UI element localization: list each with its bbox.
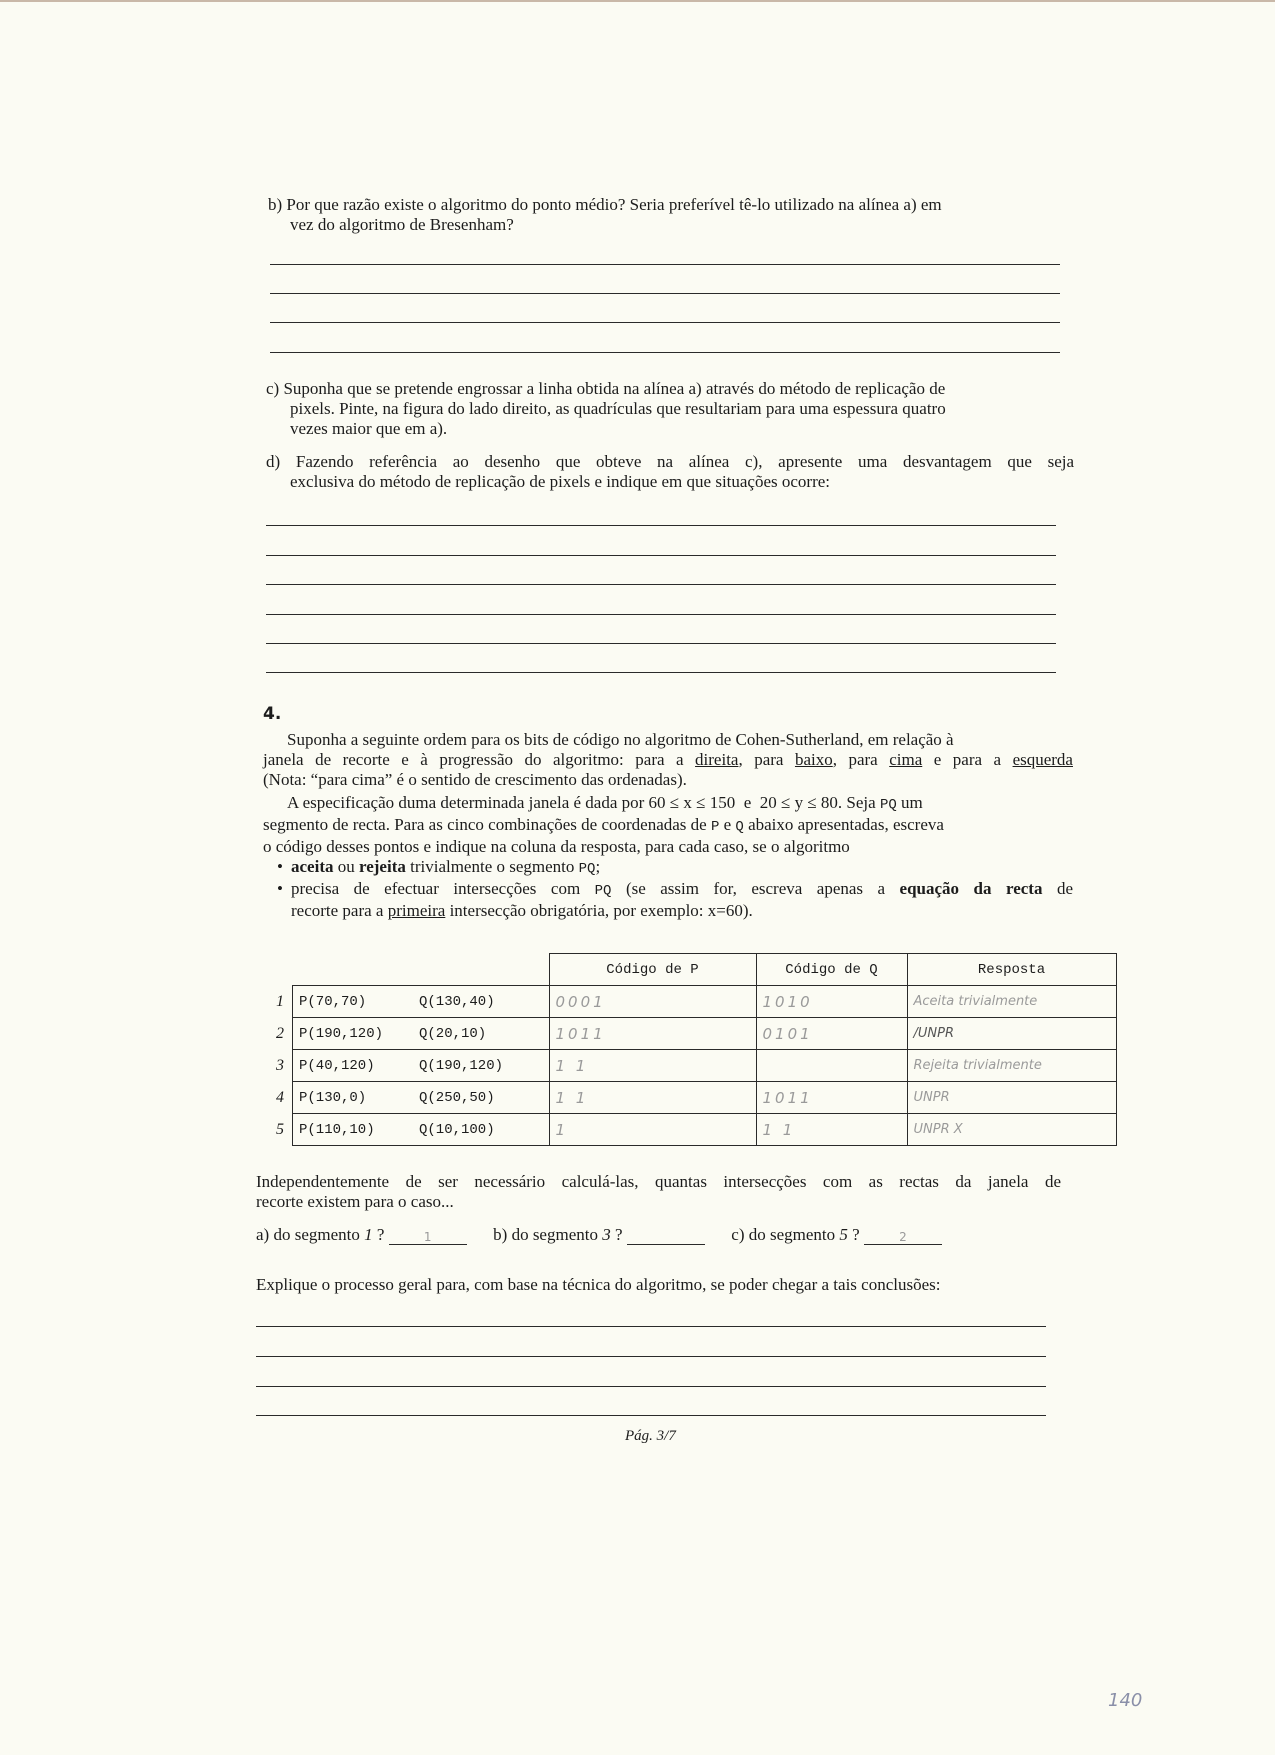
- header-answer: Resposta: [907, 954, 1116, 986]
- answer-line-d-1[interactable]: [266, 525, 1056, 526]
- answer-input[interactable]: Rejeita trivialmente: [907, 1050, 1116, 1082]
- header-code-p: Código de P: [549, 954, 756, 986]
- answer-line-d-3[interactable]: [266, 584, 1056, 585]
- answer-input[interactable]: UNPR: [907, 1082, 1116, 1114]
- segment-b-number: 3: [602, 1225, 611, 1244]
- answer-line-b-1[interactable]: [270, 264, 1060, 265]
- scan-edge: [0, 0, 1275, 2]
- intersections-answers: [256, 1225, 1076, 1245]
- point-p-value: P(130,0): [299, 1089, 367, 1106]
- bullet-2-primeira: primeira: [387, 901, 446, 920]
- table-row: [268, 1050, 1116, 1082]
- segment-a-q: ?: [372, 1225, 385, 1244]
- answer-line-d-2[interactable]: [266, 555, 1056, 556]
- segment-pq: PQ: [594, 883, 612, 899]
- answer-line-b-3[interactable]: [270, 322, 1060, 323]
- question-d-label: d): [266, 452, 281, 471]
- bullet-2-a: precisa de efectuar intersecções com: [291, 879, 595, 898]
- question-4-intro: [263, 730, 1073, 921]
- spec-text-1b: . Seja: [837, 793, 880, 812]
- point-q-value: Q(20,10): [419, 1025, 487, 1042]
- segment-pq: PQ: [578, 861, 596, 877]
- question-d-text-1: Fazendo referência ao desenho que obteve na alínea c), apresente uma desvantagem que seja: [295, 452, 1075, 471]
- bullet-icon: •: [277, 857, 283, 876]
- answer-line-explain-1[interactable]: [256, 1326, 1046, 1327]
- bullet-2-e: intersecção obrigatória, por exemplo: x=60).: [445, 901, 753, 920]
- point-q-value: Q(10,100): [419, 1121, 495, 1138]
- segment-b-answer[interactable]: [627, 1226, 705, 1245]
- question-d-text-2: exclusiva do método de replicação de pixels e indique em que situações ocorre:: [290, 472, 831, 491]
- direction-left: esquerda: [1012, 750, 1073, 769]
- direction-down: baixo: [794, 750, 833, 769]
- intersections-intro-2: recorte existem para o caso...: [256, 1192, 454, 1211]
- segment-c-answer[interactable]: [864, 1226, 942, 1245]
- answer-line-d-6[interactable]: [266, 672, 1056, 673]
- code-p-input[interactable]: 0001: [549, 986, 756, 1018]
- code-p-input[interactable]: 1 1: [549, 1050, 756, 1082]
- point-q-value: Q(250,50): [419, 1089, 495, 1106]
- bullet-2-equacao: equação da recta: [899, 879, 1043, 898]
- question-4-intro-3: (Nota: “para cima” é o sentido de crescimento das ordenadas).: [263, 770, 687, 789]
- spec-text-2c: abaixo apresentadas, escreva: [743, 815, 944, 834]
- spec-text-2b: e: [719, 815, 736, 834]
- table-row: [268, 1114, 1116, 1146]
- code-q-input[interactable]: 1011: [756, 1082, 907, 1114]
- spec-text-3: o código desses pontos e indique na coluna da resposta, para cada caso, se o algoritmo: [263, 837, 850, 856]
- bullet-1-rest: trivialmente o segmento: [405, 857, 579, 876]
- explain-question: Explique o processo geral para, com base na técnica do algoritmo, se poder chegar a tais conclusões:: [256, 1275, 941, 1294]
- point-q: Q: [735, 819, 744, 835]
- answer-line-b-2[interactable]: [270, 293, 1060, 294]
- segment-pq: PQ: [879, 797, 897, 813]
- question-b-label: b): [268, 195, 283, 214]
- header-code-q: Código de Q: [756, 954, 907, 986]
- point-p: P: [710, 819, 720, 835]
- segment-c-number: 5: [839, 1225, 848, 1244]
- question-c-text-2: pixels. Pinte, na figura do lado direito, as quadrículas que resultariam para uma espessura quatro: [290, 399, 946, 418]
- answer-line-b-4[interactable]: [270, 352, 1060, 353]
- bullet-2-c: de: [1042, 879, 1073, 898]
- row-points: [293, 1050, 550, 1082]
- answer-line-explain-4[interactable]: [256, 1415, 1046, 1416]
- segment-a-answer[interactable]: [389, 1226, 467, 1245]
- table-row: [268, 1082, 1116, 1114]
- code-q-input[interactable]: 1 1: [756, 1114, 907, 1146]
- code-q-input[interactable]: 0101: [756, 1018, 907, 1050]
- point-q-value: Q(190,120): [419, 1057, 504, 1074]
- segment-c-q: ?: [847, 1225, 860, 1244]
- question-b-text-2: vez do algoritmo de Bresenham?: [290, 215, 514, 234]
- question-4-number: 4.: [263, 704, 282, 724]
- spec-text-1a: A especificação duma determinada janela é dada por: [287, 793, 649, 812]
- answer-line-explain-2[interactable]: [256, 1356, 1046, 1357]
- point-p-value: P(110,10): [299, 1121, 375, 1138]
- question-b: [268, 195, 1102, 235]
- table-header-row: [268, 954, 1116, 986]
- code-q-input[interactable]: [756, 1050, 907, 1082]
- code-p-input[interactable]: 1 1: [549, 1082, 756, 1114]
- bullet-1-end: ;: [595, 857, 601, 876]
- point-p-value: P(190,120): [299, 1025, 384, 1042]
- segment-a-number: 1: [364, 1225, 373, 1244]
- row-index: 5: [276, 1120, 284, 1138]
- row-index: 3: [276, 1056, 284, 1074]
- segment-a-answer-value: 1: [423, 1230, 432, 1244]
- segment-c-answer-value: 2: [899, 1230, 907, 1244]
- spec-text-1c: um: [896, 793, 923, 812]
- answer-input[interactable]: UNPR X: [907, 1114, 1116, 1146]
- bullet-icon: •: [277, 879, 283, 898]
- question-c-text-3: vezes maior que em a).: [290, 419, 448, 438]
- row-index: 2: [276, 1024, 284, 1042]
- point-p-value: P(40,120): [299, 1057, 375, 1074]
- intersections-question: [256, 1172, 1061, 1212]
- answer-line-explain-3[interactable]: [256, 1386, 1046, 1387]
- row-points: [293, 1114, 550, 1146]
- question-d: [266, 452, 1074, 492]
- question-4-intro-1: Suponha a seguinte ordem para os bits de código no algoritmo de Cohen-Sutherland, em relação à: [287, 730, 954, 749]
- direction-right: direita: [695, 750, 739, 769]
- intersections-intro-1: Independentemente de ser necessário calculá-las, quantas intersecções com as rectas da janela de: [256, 1172, 1061, 1191]
- bullet-1-rejeita: rejeita: [358, 857, 406, 876]
- segment-a-label: a) do segmento: [256, 1225, 365, 1244]
- table-row: [268, 1018, 1116, 1050]
- question-4-intro-2b: , para: [738, 750, 795, 769]
- question-c: [266, 379, 1074, 439]
- direction-up: cima: [889, 750, 923, 769]
- bullet-1: [263, 857, 1073, 879]
- bullet-1-aceita: aceita: [291, 857, 334, 876]
- answer-input[interactable]: /UNPR: [907, 1018, 1116, 1050]
- cohen-sutherland-table: [268, 953, 1117, 1146]
- question-c-label: c): [266, 379, 280, 398]
- spec-text-2a: segmento de recta. Para as cinco combinações de coordenadas de: [263, 815, 711, 834]
- row-index: 1: [276, 992, 284, 1010]
- table-row: [268, 986, 1116, 1018]
- question-b-text-1: Por que razão existe o algoritmo do ponto médio? Seria preferível tê-lo utilizado na alínea a) em: [286, 195, 942, 214]
- handwritten-page-number: 140: [1108, 1690, 1143, 1711]
- page-number: Pág. 3/7: [625, 1428, 676, 1444]
- row-index: 4: [276, 1088, 284, 1106]
- segment-c-label: c) do segmento: [731, 1225, 840, 1244]
- answer-line-d-5[interactable]: [266, 643, 1056, 644]
- window-spec: 60 ≤ x ≤ 150 e 20 ≤ y ≤ 80: [648, 793, 838, 812]
- row-points: [293, 1082, 550, 1114]
- bullet-2: [263, 879, 1073, 921]
- bullet-1-mid: ou: [333, 857, 359, 876]
- question-4-intro-2d: e para a: [922, 750, 1013, 769]
- point-q-value: Q(130,40): [419, 993, 495, 1010]
- question-4-intro-2c: , para: [832, 750, 890, 769]
- code-p-input[interactable]: 1: [549, 1114, 756, 1146]
- row-points: [293, 1018, 550, 1050]
- question-c-text-1: Suponha que se pretende engrossar a linha obtida na alínea a) através do método de replicação de: [283, 379, 946, 398]
- row-points: [293, 986, 550, 1018]
- segment-b-q: ?: [610, 1225, 623, 1244]
- code-p-input[interactable]: 1011: [549, 1018, 756, 1050]
- bullet-2-b: (se assim for, escreva apenas a: [611, 879, 900, 898]
- code-q-input[interactable]: 1010: [756, 986, 907, 1018]
- answer-line-d-4[interactable]: [266, 614, 1056, 615]
- bullet-2-d: recorte para a: [291, 901, 388, 920]
- segment-b-label: b) do segmento: [493, 1225, 603, 1244]
- question-4-intro-2a: janela de recorte e à progressão do algoritmo: para a: [263, 750, 696, 769]
- point-p-value: P(70,70): [299, 993, 367, 1010]
- answer-input[interactable]: Aceita trivialmente: [907, 986, 1116, 1018]
